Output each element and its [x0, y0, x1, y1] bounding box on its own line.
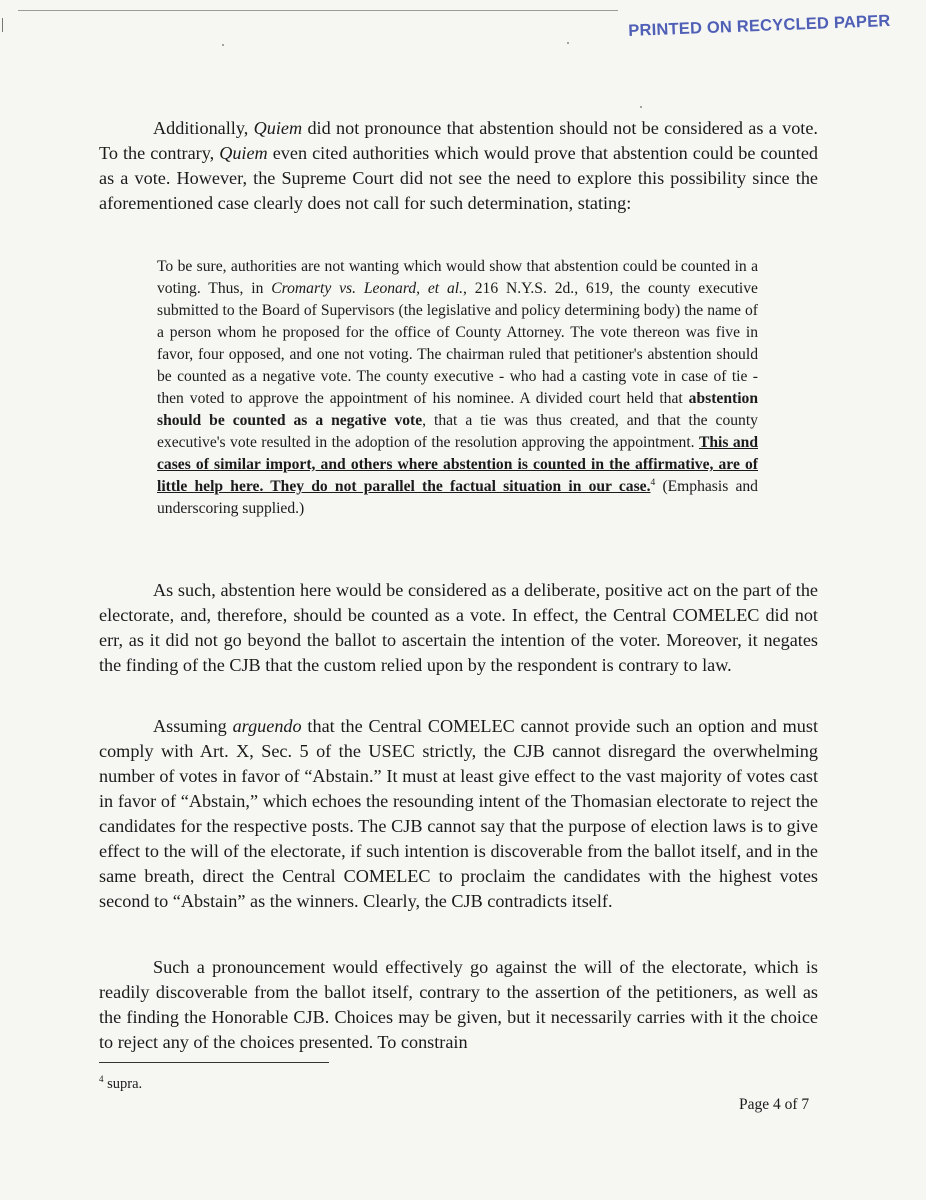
scan-speck [222, 44, 224, 46]
case-name-quiem: Quiem [253, 118, 303, 138]
top-scan-line [18, 10, 618, 11]
quote-bold-text: abstention should be counted as a negative vote [157, 390, 758, 429]
term-arguendo: arguendo [232, 716, 302, 736]
paragraph-additionally [99, 116, 818, 216]
para1-text: did not pronounce that abstention should not be considered as a vote. To the contrary, [99, 118, 818, 163]
block-quote [157, 256, 758, 520]
para1-text: even cited authorities which would prove that abstention could be counted as a vote. However, the Supreme Court did not see the need to explore this possibility since the aforementioned case clearly does not call for such determination, stating: [99, 143, 818, 213]
footnote-number: 4 [99, 1074, 104, 1084]
left-scan-mark [2, 18, 3, 32]
footnote-separator [99, 1062, 329, 1063]
case-name-cromarty: Cromarty vs. Leonard, et al. [271, 280, 463, 297]
paragraph-as-such: As such, abstention here would be considered as a deliberate, positive act on the part of the electorate, and, therefore, should be counted as a vote. In effect, the Central COMELEC did not err, as it did not go beyond the ballot to ascertain the intention of the voter. Moreover, it negates the finding of the CJB that the custom relied upon by the respondent is contrary to law. [99, 580, 818, 675]
footnote-text: supra. [103, 1075, 143, 1092]
para3-text: that the Central COMELEC cannot provide such an option and must comply with Art. X, Sec. 5 of the USEC strictly, the CJB cannot disregard the overwhelming number of votes in favor of “Abstain.” It must at least give effect to the vast majority of votes cast in favor of “Abstain,” which echoes the resounding intent of the Thomasian electorate to reject the candidates for the respective posts. The CJB cannot say that the purpose of election laws is to give effect to the will of the electorate, if such intention is discoverable from the ballot itself, and in the same breath, direct the Central COMELEC to proclaim the candidates with the highest votes second to “Abstain” as the winners. Clearly, the CJB contradicts itself. [99, 716, 818, 911]
paragraph-such-a-pronouncement: Such a pronouncement would effectively go against the will of the electorate, which is readily discoverable from the ballot itself, contrary to the assertion of the petitioners, as well as the finding the Honorable CJB. Choices may be given, but it necessarily carries with it the choice to reject any of the choices presented. To constrain [99, 957, 818, 1052]
footnote-reference: 4 [650, 477, 656, 488]
recycled-paper-stamp: PRINTED ON RECYCLED PAPER [628, 11, 891, 40]
scan-speck [567, 42, 569, 44]
para3-text: Assuming [153, 716, 233, 736]
para1-text: Additionally, [153, 118, 254, 138]
footnote [99, 1070, 142, 1093]
case-name-quiem: Quiem [219, 143, 268, 163]
paragraph-assuming-arguendo [99, 714, 818, 914]
quote-text: (Emphasis and underscoring supplied.) [157, 478, 758, 517]
page-number: Page 4 of 7 [739, 1096, 810, 1113]
scan-speck [640, 106, 642, 108]
quote-underlined-text: This and cases of similar import, and others where abstention is counted in the affirmative, are of little help here. They do not parallel the factual situation in our case. [157, 434, 759, 495]
quote-text: To be sure, authorities are not wanting which would show that abstention could be counted in a voting. Thus, in [157, 258, 758, 297]
quote-text: , 216 N.Y.S. 2d., 619, the county executive submitted to the Board of Supervisors (the legislative and policy determining body) the name of a person whom he proposed for the office of County Attorney. The vote thereon was five in favor, four opposed, and one not voting. The chairman ruled that petitioner's abstention should be counted as a negative vote. The county executive - who had a casting vote in case of tie - then voted to approve the appointment of his nominee. A divided court held that [157, 280, 758, 407]
quote-text: , that a tie was thus created, and that the county executive's vote resulted in the adoption of the resolution approving the appointment. [157, 412, 758, 451]
